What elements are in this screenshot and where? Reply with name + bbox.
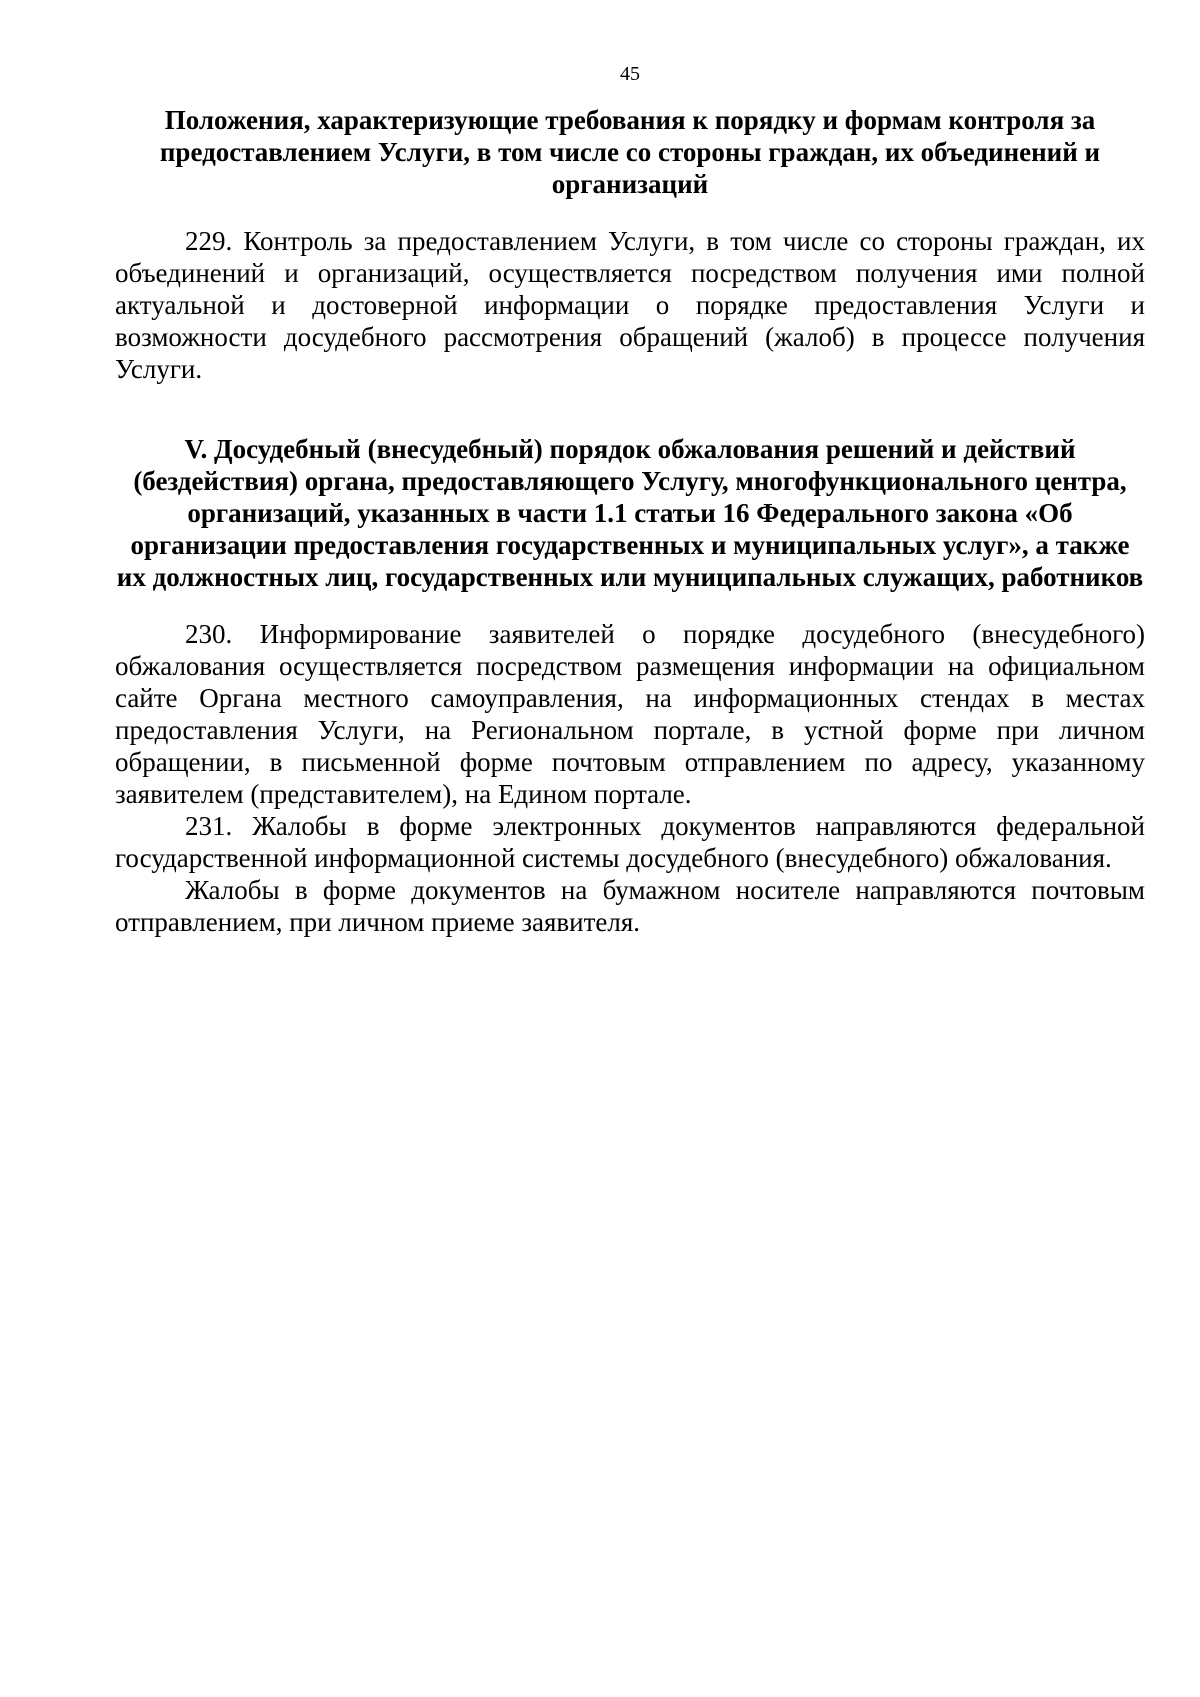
paragraph-230: 230. Информирование заявителей о порядке досудебного (внесудебного) обжалования осуществляется посредством размещения информации на официальном сайте Органа местного самоуправления, на информационных стендах в местах предоставления Услуги, на Региональном портале, в устной форме при личном обращении, в письменной форме почтовым отправлением по адресу, указанному заявителем (представителем), на Едином портале. [115, 619, 1145, 809]
paragraph-231-paper: Жалобы в форме документов на бумажном носителе направляются почтовым отправлением, при личном приеме заявителя. [115, 875, 1145, 937]
section-heading-control: Положения, характеризующие требования к порядку и формам контроля за предоставлением Услуги, в том числе со стороны граждан, их объединений и организаций [159, 105, 1101, 199]
document-page [115, 62, 1145, 938]
paragraph-229: 229. Контроль за предоставлением Услуги, в том числе со стороны граждан, их объединений и организаций, осуществляется посредством получения ими полной актуальной и достоверной информации о порядке предоставления Услуги и возможности досудебного рассмотрения обращений (жалоб) в процессе получения Услуги. [115, 226, 1145, 384]
section-heading-appeal: V. Досудебный (внесудебный) порядок обжалования решений и действий (бездействия) органа, предоставляющего Услугу, многофункционального центра, организаций, указанных в части 1.1 статьи 16 Федерального закона «Об организации предоставления государственных и муниципальных услуг», а также их должностных лиц, государственных или муниципальных служащих, работников [116, 434, 1144, 592]
paragraph-231: 231. Жалобы в форме электронных документов направляются федеральной государственной информационной системы досудебного (внесудебного) обжалования. [115, 811, 1145, 873]
page-number: 45 [620, 63, 640, 85]
